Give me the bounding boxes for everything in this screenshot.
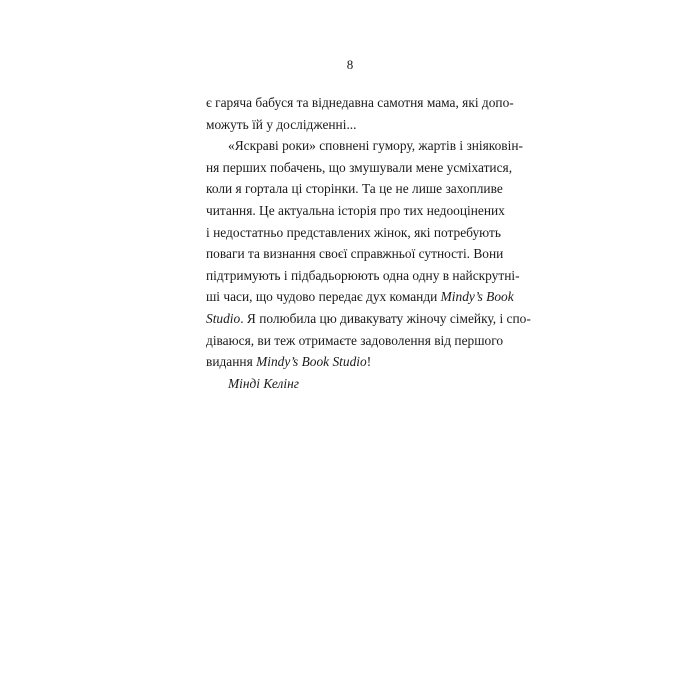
text-line: ня перших побачень, що змушували мене усміхатися, xyxy=(206,159,513,175)
text-line: читання. Це актуальна історія про тих недооцінених xyxy=(206,202,505,218)
italic-title: Mindy’s Book Studio xyxy=(256,354,367,370)
text-line: «Яскраві роки» сповнені гумору, жартів і зніяковін- xyxy=(228,138,523,154)
italic-title: Mindy’s Book xyxy=(440,289,514,305)
page-number: 8 xyxy=(346,57,354,72)
text-line: можуть їй у дослідженні... xyxy=(206,116,357,132)
text-line: ші часи, що чудово передає дух команди Mindy’s Book xyxy=(206,289,514,305)
text-line: Studio. Я полюбила цю дивакувату жіночу сімейку, і спо- xyxy=(206,310,531,326)
text-line: поваги та визнання своєї справжньої сутності. Вони xyxy=(206,246,504,262)
italic-title: Studio xyxy=(206,310,241,326)
text-line: діваюся, ви теж отримаєте задоволення від першого xyxy=(206,332,504,348)
body-text xyxy=(206,92,531,394)
text-line: видання Mindy’s Book Studio! xyxy=(206,354,372,370)
text-line: і недостатньо представлених жінок, які потребують xyxy=(206,224,501,240)
text-line: є гаряча бабуся та віднедавна самотня мама, які допо- xyxy=(206,95,514,110)
text-line: підтримують і підбадьорюють одна одну в найскрутні- xyxy=(206,267,520,283)
author-signature: Мінді Келінг xyxy=(228,375,299,391)
text-line: коли я гортала ці сторінки. Та це не лише захопливе xyxy=(206,181,503,197)
